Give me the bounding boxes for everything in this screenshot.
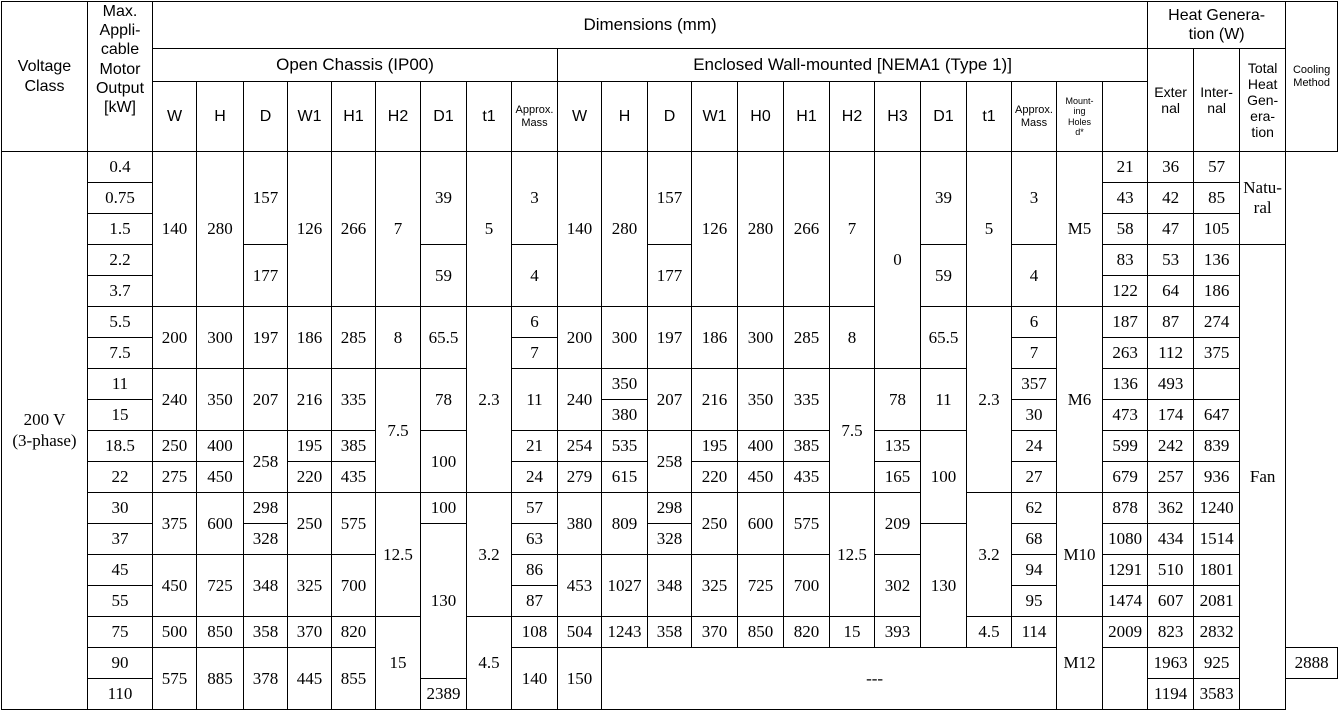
table-cell: 4: [1012, 245, 1057, 307]
table-cell: 450: [197, 462, 244, 493]
table-cell: 370: [288, 617, 332, 648]
table-cell: 65.5: [921, 307, 967, 369]
col-enc-w: W: [558, 82, 602, 152]
table-cell: 325: [288, 555, 332, 617]
table-cell: 700: [332, 555, 376, 617]
table-cell: 878: [1103, 493, 1148, 524]
table-cell: 95: [1012, 586, 1057, 617]
table-cell: 1514: [1194, 524, 1240, 555]
table-cell: 679: [1103, 462, 1148, 493]
table-cell: 126: [288, 152, 332, 307]
motor-output-cell: 2.2: [88, 245, 153, 276]
table-cell: 87: [1148, 307, 1194, 338]
table-cell: 3.2: [467, 493, 512, 617]
max-output-header: Max. Appli- cable Motor Output [kW]: [88, 2, 153, 152]
table-cell: 285: [784, 307, 830, 369]
table-cell: 85: [1194, 183, 1240, 214]
table-cell: 350: [602, 369, 648, 400]
table-cell: 140: [512, 648, 558, 710]
table-cell: 275: [153, 462, 197, 493]
table-cell: 280: [738, 152, 784, 307]
table-cell: 348: [244, 555, 288, 617]
table-cell: 535: [602, 431, 648, 462]
table-cell: 140: [558, 152, 602, 307]
table-cell: 126: [692, 152, 738, 307]
table-cell: 298: [244, 493, 288, 524]
table-cell: 8: [376, 307, 421, 369]
table-cell: 0: [875, 152, 921, 369]
col-mounting-holes: Mount- ing Holes d*: [1057, 82, 1103, 152]
table-cell: 393: [875, 617, 921, 648]
table-row: [2, 493, 1338, 524]
table-cell: 6: [1012, 307, 1057, 338]
table-cell: 15: [830, 617, 875, 648]
table-cell: 575: [784, 493, 830, 555]
table-cell: M5: [1057, 152, 1103, 307]
table-cell: 357: [1012, 369, 1057, 400]
motor-output-cell: 30: [88, 493, 153, 524]
table-cell: 350: [197, 369, 244, 431]
table-cell: 78: [421, 369, 467, 431]
heat-generation-header: Heat Genera- tion (W): [1148, 2, 1286, 49]
table-cell: 298: [648, 493, 692, 524]
table-cell: 2081: [1194, 586, 1240, 617]
table-cell: 39: [421, 152, 467, 245]
table-cell: 450: [738, 462, 784, 493]
table-cell: 5: [467, 152, 512, 307]
table-cell: 328: [244, 524, 288, 555]
table-cell: 1027: [602, 555, 648, 617]
voltage-cell: 200 V (3-phase): [2, 152, 88, 710]
table-cell: 21: [512, 431, 558, 462]
table-cell: 375: [1194, 338, 1240, 369]
col-enc-h0: H0: [738, 82, 784, 152]
table-cell: 434: [1148, 524, 1194, 555]
table-cell: 24: [512, 462, 558, 493]
table-cell: 200: [153, 307, 197, 369]
motor-output-cell: 37: [88, 524, 153, 555]
table-cell: 250: [153, 431, 197, 462]
table-cell: 57: [1194, 152, 1240, 183]
table-cell: 2009: [1103, 617, 1148, 648]
table-cell: 450: [153, 555, 197, 617]
table-cell: 15: [376, 617, 421, 710]
dimensions-table: [1, 1, 1338, 710]
table-cell: 400: [738, 431, 784, 462]
internal-heat-header: Inter- nal: [1194, 49, 1240, 152]
table-cell: 1963: [1148, 648, 1194, 679]
table-cell: 100: [421, 431, 467, 493]
col-enc-mass: Approx. Mass: [1012, 82, 1057, 152]
table-cell: 21: [1103, 152, 1148, 183]
table-cell: 94: [1012, 555, 1057, 586]
table-cell: 242: [1148, 431, 1194, 462]
table-cell: 39: [921, 152, 967, 245]
table-cell: 11: [921, 369, 967, 431]
table-cell: 57: [512, 493, 558, 524]
table-cell: 435: [784, 462, 830, 493]
table-cell: 7: [376, 152, 421, 307]
table-cell: 850: [197, 617, 244, 648]
table-cell: 112: [1148, 338, 1194, 369]
table-cell: 839: [1194, 431, 1240, 462]
col-enc-d1: D1: [921, 82, 967, 152]
table-cell: 114: [1012, 617, 1057, 648]
table-cell: 6: [512, 307, 558, 338]
table-cell: 350: [738, 369, 784, 431]
table-cell: 63: [512, 524, 558, 555]
table-cell: 607: [1148, 586, 1194, 617]
table-cell: 43: [1103, 183, 1148, 214]
col-enc-h2: H2: [830, 82, 875, 152]
col-enc-d: D: [648, 82, 692, 152]
table-cell: 358: [648, 617, 692, 648]
col-enc-w1: W1: [692, 82, 738, 152]
table-cell: 157: [244, 152, 288, 245]
table-cell: 30: [1012, 400, 1057, 431]
table-cell: M10: [1057, 493, 1103, 617]
motor-output-cell: 18.5: [88, 431, 153, 462]
table-row: [2, 617, 1338, 648]
table-row: [2, 431, 1338, 462]
table-cell: 4.5: [467, 617, 512, 710]
table-cell: 195: [692, 431, 738, 462]
dimensions-header: Dimensions (mm): [153, 2, 1148, 49]
table-cell: 335: [332, 369, 376, 431]
table-cell: 279: [558, 462, 602, 493]
table-cell: 7: [830, 152, 875, 307]
table-cell: 820: [332, 617, 376, 648]
table-cell: 1291: [1103, 555, 1148, 586]
cooling-method-header: Cooling Method: [1286, 2, 1338, 152]
motor-output-cell: 15: [88, 400, 153, 431]
table-cell: M12: [1057, 617, 1103, 710]
table-cell: 370: [692, 617, 738, 648]
table-cell: 300: [738, 307, 784, 369]
table-cell: 445: [288, 648, 332, 710]
table-cell: 600: [197, 493, 244, 555]
table-cell: 473: [1103, 400, 1148, 431]
table-cell: 220: [692, 462, 738, 493]
col-enc-h1: H1: [784, 82, 830, 152]
table-cell: 42: [1148, 183, 1194, 214]
table-cell: 254: [558, 431, 602, 462]
table-cell: 325: [692, 555, 738, 617]
cooling-fan: Fan: [1240, 245, 1286, 710]
table-cell: 100: [921, 431, 967, 524]
table-cell: 285: [332, 307, 376, 369]
table-cell: 3: [1012, 152, 1057, 245]
motor-output-cell: 45: [88, 555, 153, 586]
table-cell: 362: [1148, 493, 1194, 524]
table-cell: 266: [332, 152, 376, 307]
table-cell: 4: [512, 245, 558, 307]
table-row: [2, 369, 1338, 400]
table-cell: 65.5: [421, 307, 467, 369]
voltage-class-header: Voltage Class: [2, 2, 88, 152]
table-cell: 83: [1103, 245, 1148, 276]
table-cell: 68: [1012, 524, 1057, 555]
cooling-natural: Natu- ral: [1240, 152, 1286, 245]
table-cell: 130: [421, 524, 467, 679]
table-cell: 850: [738, 617, 784, 648]
table-cell: 186: [1194, 276, 1240, 307]
table-cell: 1474: [1103, 586, 1148, 617]
table-cell: 300: [602, 307, 648, 369]
table-cell: 47: [1148, 214, 1194, 245]
table-cell: 4.5: [967, 617, 1012, 648]
table-cell: 1080: [1103, 524, 1148, 555]
motor-output-cell: 3.7: [88, 276, 153, 307]
table-cell: 3583: [1194, 679, 1240, 710]
table-cell: 263: [1103, 338, 1148, 369]
table-cell: 700: [784, 555, 830, 617]
table-cell: 186: [692, 307, 738, 369]
table-cell: 157: [648, 152, 692, 245]
motor-output-cell: 0.4: [88, 152, 153, 183]
enclosed-header: Enclosed Wall-mounted [NEMA1 (Type 1)]: [558, 49, 1148, 82]
col-open-t1: t1: [467, 82, 512, 152]
table-cell: 130: [921, 524, 967, 648]
table-cell: 197: [648, 307, 692, 369]
table-cell: 5: [967, 152, 1012, 307]
table-cell: 435: [332, 462, 376, 493]
table-cell: 453: [558, 555, 602, 617]
table-cell: 187: [1103, 307, 1148, 338]
table-cell: 820: [784, 617, 830, 648]
col-open-w1: W1: [288, 82, 332, 152]
table-cell: 380: [558, 493, 602, 555]
table-cell: 136: [1194, 245, 1240, 276]
table-cell: 240: [558, 369, 602, 431]
table-cell: 7: [512, 338, 558, 369]
table-cell: 335: [784, 369, 830, 431]
table-cell: 3: [512, 152, 558, 245]
motor-output-cell: 11: [88, 369, 153, 400]
table-cell: 1243: [602, 617, 648, 648]
table-cell: 358: [244, 617, 288, 648]
table-cell: 257: [1148, 462, 1194, 493]
table-cell: 59: [421, 245, 467, 307]
external-heat-header: Exter nal: [1148, 49, 1194, 152]
table-cell: 36: [1148, 152, 1194, 183]
table-cell: 385: [332, 431, 376, 462]
table-cell: 186: [288, 307, 332, 369]
table-cell: 575: [153, 648, 197, 710]
table-cell: 400: [197, 431, 244, 462]
table-cell: 87: [512, 586, 558, 617]
table-cell: 647: [1194, 400, 1240, 431]
table-cell: 925: [1194, 648, 1240, 679]
table-cell: 615: [602, 462, 648, 493]
table-cell: 207: [244, 369, 288, 431]
table-cell: 575: [332, 493, 376, 555]
table-cell: 328: [648, 524, 692, 555]
table-cell: 2.3: [967, 307, 1012, 493]
motor-output-cell: 22: [88, 462, 153, 493]
table-cell: 12.5: [376, 493, 421, 617]
table-cell: 599: [1103, 431, 1148, 462]
table-cell: 195: [288, 431, 332, 462]
table-cell: 1194: [1148, 679, 1194, 710]
table-cell: 27: [1012, 462, 1057, 493]
table-cell: 11: [512, 369, 558, 431]
table-cell: 725: [738, 555, 784, 617]
table-cell: 216: [692, 369, 738, 431]
col-enc-h3: H3: [875, 82, 921, 152]
table-cell: 823: [1148, 617, 1194, 648]
table-cell: 600: [738, 493, 784, 555]
table-cell: 809: [602, 493, 648, 555]
table-cell: 7.5: [830, 369, 875, 493]
table-cell: 493: [1148, 369, 1194, 400]
table-row: [2, 307, 1338, 338]
table-cell: 8: [830, 307, 875, 369]
table-cell: 108: [512, 617, 558, 648]
table-cell: 2.3: [467, 307, 512, 493]
motor-output-cell: 110: [88, 679, 153, 710]
total-heat-header: Total Heat Gen- era- tion: [1240, 49, 1286, 152]
table-cell: 78: [875, 369, 921, 431]
table-cell: 2389: [421, 679, 467, 710]
table-cell: 1240: [1194, 493, 1240, 524]
table-cell: 380: [602, 400, 648, 431]
table-cell: 136: [1103, 369, 1148, 400]
table-row: [2, 648, 1338, 679]
table-cell: 165: [875, 462, 921, 493]
table-cell: 177: [648, 245, 692, 307]
table-cell: 375: [153, 493, 197, 555]
col-open-w: W: [153, 82, 197, 152]
table-cell: 100: [421, 493, 467, 524]
table-cell: 2888: [1286, 648, 1338, 679]
table-cell: 936: [1194, 462, 1240, 493]
table-cell: 64: [1148, 276, 1194, 307]
col-enc-h: H: [602, 82, 648, 152]
table-cell: 250: [692, 493, 738, 555]
table-cell: 348: [648, 555, 692, 617]
table-cell: 266: [784, 152, 830, 307]
table-cell: 12.5: [830, 493, 875, 617]
table-cell: 3.2: [967, 493, 1012, 617]
table-cell: 122: [1103, 276, 1148, 307]
col-open-d: D: [244, 82, 288, 152]
table-cell: 174: [1148, 400, 1194, 431]
table-cell: 300: [197, 307, 244, 369]
table-cell: 24: [1012, 431, 1057, 462]
table-cell: 500: [153, 617, 197, 648]
table-cell: 59: [921, 245, 967, 307]
table-cell: 135: [875, 431, 921, 462]
table-cell: 7: [1012, 338, 1057, 369]
table-cell: 216: [288, 369, 332, 431]
table-cell: 378: [244, 648, 288, 710]
col-open-d1: D1: [421, 82, 467, 152]
motor-output-cell: 5.5: [88, 307, 153, 338]
table-cell: 1801: [1194, 555, 1240, 586]
table-cell: 258: [648, 431, 692, 493]
table-cell: 385: [784, 431, 830, 462]
table-cell: 86: [512, 555, 558, 586]
table-cell: 855: [332, 648, 376, 710]
table-cell: 62: [1012, 493, 1057, 524]
table-cell: 105: [1194, 214, 1240, 245]
table-cell: 140: [153, 152, 197, 307]
motor-output-cell: 7.5: [88, 338, 153, 369]
table-cell: 280: [197, 152, 244, 307]
table-cell: 240: [153, 369, 197, 431]
table-cell: 209: [875, 493, 921, 555]
motor-output-cell: 1.5: [88, 214, 153, 245]
col-open-h2: H2: [376, 82, 421, 152]
table-cell: 510: [1148, 555, 1194, 586]
col-open-mass: Approx. Mass: [512, 82, 558, 152]
table-cell: 220: [288, 462, 332, 493]
table-cell: 2832: [1194, 617, 1240, 648]
table-cell: 7.5: [376, 369, 421, 493]
table-cell: 200: [558, 307, 602, 369]
table-cell: 177: [244, 245, 288, 307]
table-cell: 280: [602, 152, 648, 307]
motor-output-cell: 75: [88, 617, 153, 648]
table-cell: 207: [648, 369, 692, 431]
table-cell: 258: [244, 431, 288, 493]
table-cell: 53: [1148, 245, 1194, 276]
table-cell: 504: [558, 617, 602, 648]
table-cell: 302: [875, 555, 921, 617]
table-cell: 197: [244, 307, 288, 369]
motor-output-cell: 90: [88, 648, 153, 679]
col-enc-t1: t1: [967, 82, 1012, 152]
table-cell: 274: [1194, 307, 1240, 338]
table-cell: 725: [197, 555, 244, 617]
table-cell: 250: [288, 493, 332, 555]
table-cell: 58: [1103, 214, 1148, 245]
col-open-h1: H1: [332, 82, 376, 152]
motor-output-cell: 0.75: [88, 183, 153, 214]
motor-output-cell: 55: [88, 586, 153, 617]
table-cell: 885: [197, 648, 244, 710]
not-available-cell: ---: [602, 648, 1148, 710]
open-chassis-header: Open Chassis (IP00): [153, 49, 558, 82]
table-cell: M6: [1057, 307, 1103, 493]
table-cell: 150: [558, 648, 602, 710]
table-row: [2, 555, 1338, 586]
table-row: [2, 152, 1338, 183]
col-open-h: H: [197, 82, 244, 152]
